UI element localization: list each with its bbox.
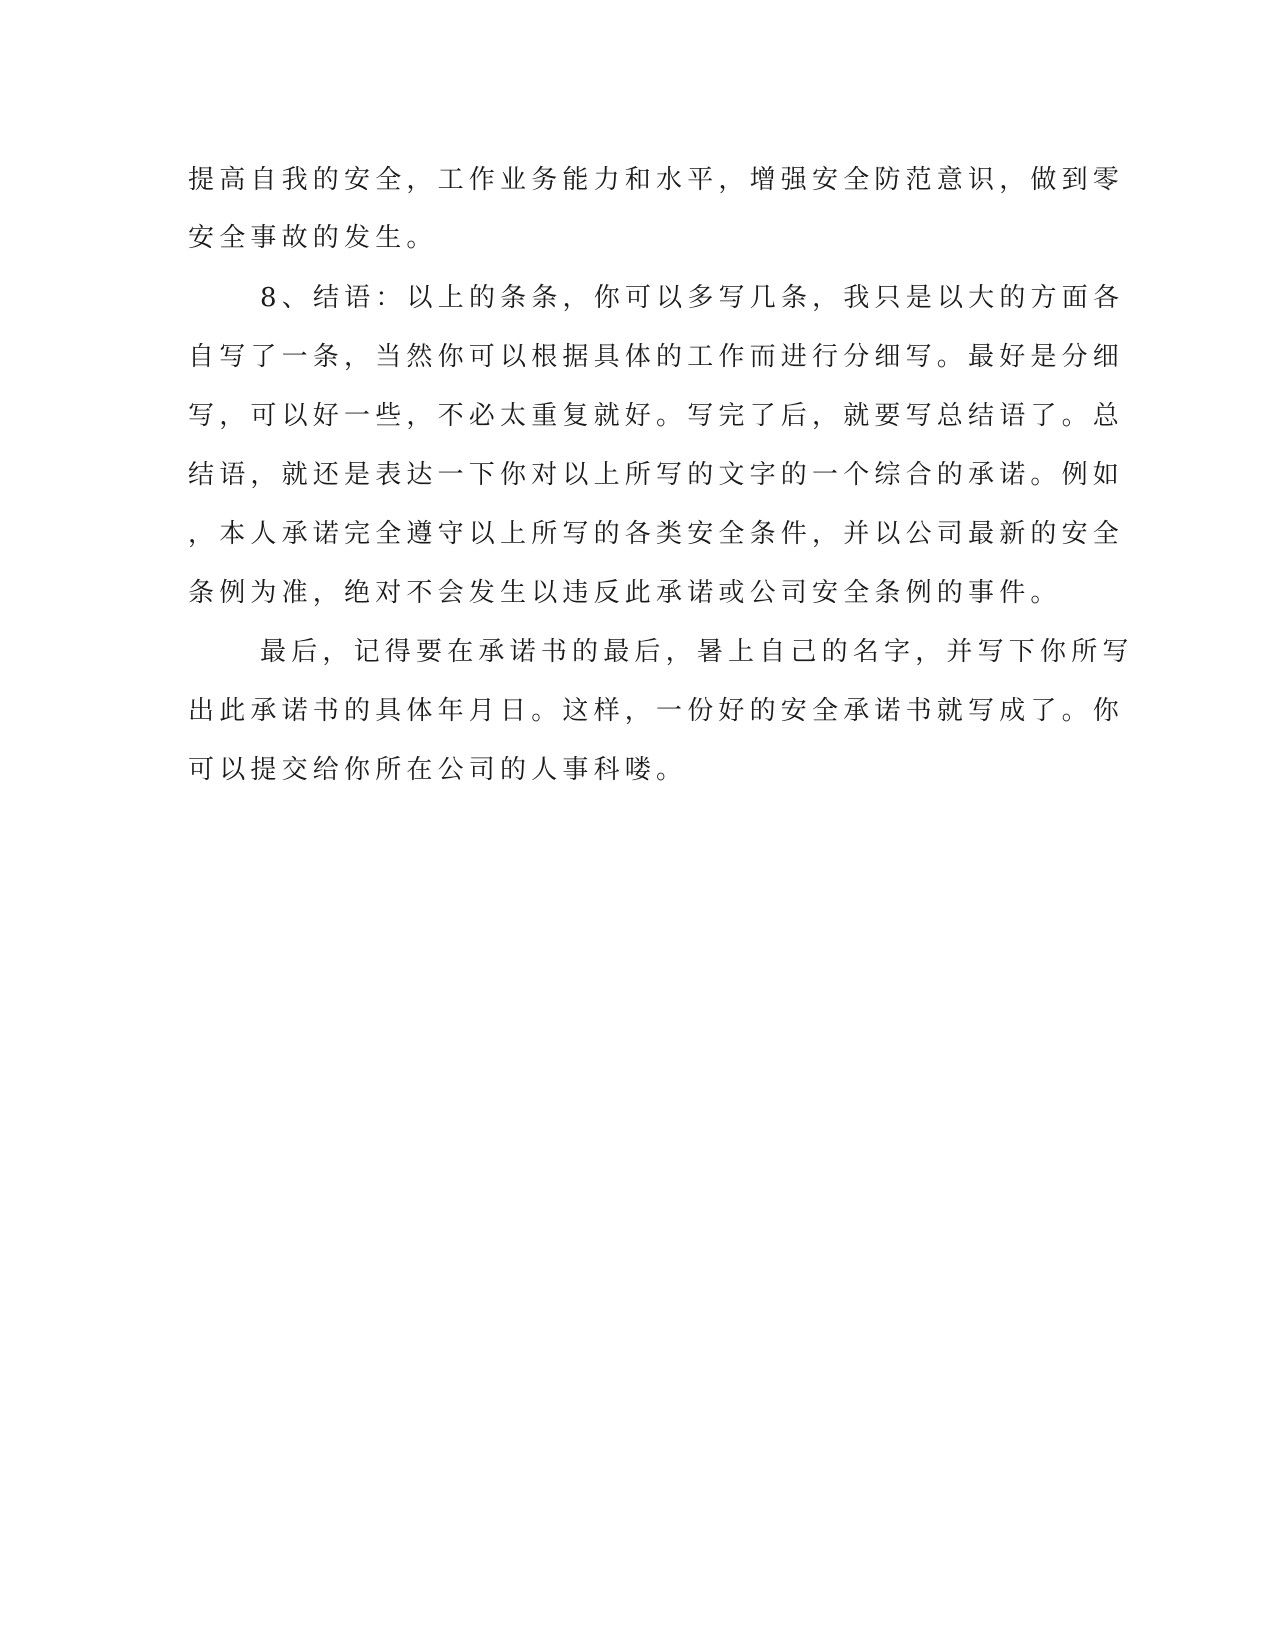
text-line: 自写了一条，当然你可以根据具体的工作而进行分细写。最好是分细 <box>188 342 1125 372</box>
text-line: 结语，就还是表达一下你对以上所写的文字的一个综合的承诺。例如 <box>188 460 1125 490</box>
text-line: 安全事故的发生。 <box>188 223 438 253</box>
paragraph-first-line: 8、结语：以上的条条，你可以多写几条，我只是以大的方面各 <box>260 283 1125 313</box>
text-line: 条例为准，绝对不会发生以违反此承诺或公司安全条例的事件。 <box>188 578 1062 608</box>
text-line: 提高自我的安全，工作业务能力和水平，增强安全防范意识，做到零 <box>188 165 1125 195</box>
text-line: ，本人承诺完全遵守以上所写的各类安全条件，并以公司最新的安全 <box>188 519 1125 549</box>
paragraph-first-line: 最后，记得要在承诺书的最后，暑上自己的名字，并写下你所写 <box>260 637 1134 667</box>
text-line: 写，可以好一些，不必太重复就好。写完了后，就要写总结语了。总 <box>188 401 1125 431</box>
text-line: 可以提交给你所在公司的人事科喽。 <box>188 755 688 785</box>
text-line: 出此承诺书的具体年月日。这样，一份好的安全承诺书就写成了。你 <box>188 696 1125 726</box>
